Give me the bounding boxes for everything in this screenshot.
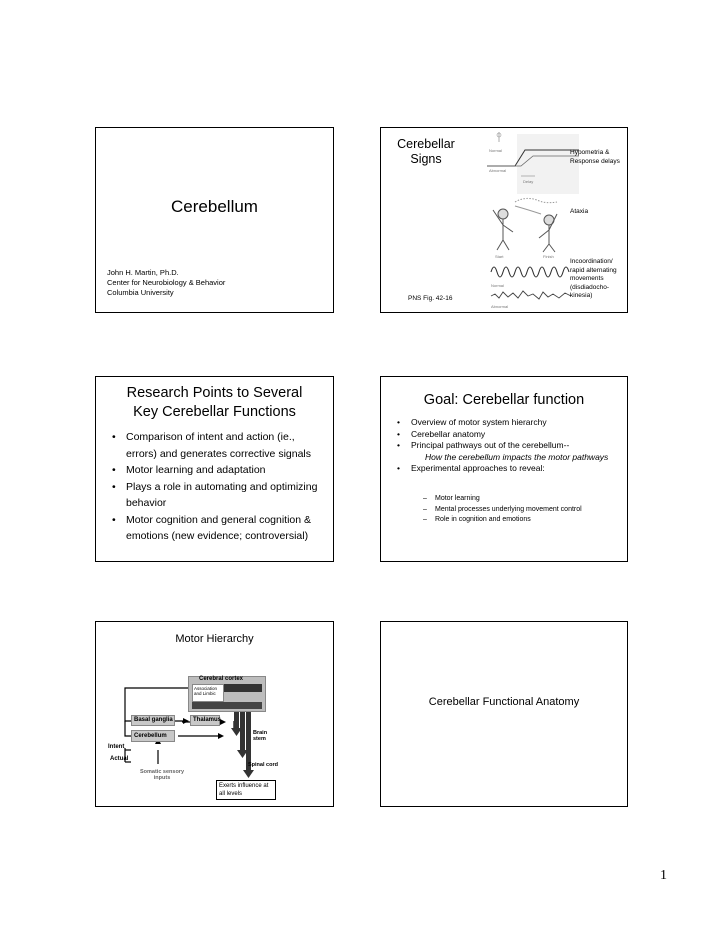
thalamus-box: Thalamus: [190, 715, 220, 726]
start-label: Start: [495, 254, 504, 259]
ataxia-figures: [493, 198, 557, 259]
finish-label: Finish: [543, 254, 554, 259]
somatic-inputs-label: Somatic sensory inputs: [139, 769, 185, 781]
bullet-text: • Principal pathways out of the cerebellum--: [411, 440, 570, 450]
bullet-item: • Overview of motor system hierarchy: [397, 417, 622, 429]
slide-6-title: Cerebellar Functional Anatomy: [428, 696, 580, 708]
label-ataxia: Ataxia: [570, 208, 589, 215]
slide-3-bullets: [112, 429, 322, 545]
premotor-box: [192, 702, 262, 709]
cerebral-cortex-label: Cerebral cortex: [199, 676, 244, 682]
motor-areas-box: [224, 684, 262, 692]
abnormal-label: Abnormal: [489, 168, 507, 173]
bullet-italic-text: How the cerebellum impacts the motor pathways: [425, 451, 609, 462]
exerts-influence-box: Exerts influence at all levels: [216, 780, 276, 800]
figure-caption: PNS Fig. 42-16: [408, 295, 453, 302]
normal-trace-label: Normal: [491, 283, 504, 288]
bullet-item: • Motor learning and adaptation: [112, 462, 322, 479]
slide-5-title: Motor Hierarchy: [175, 633, 254, 645]
motor-hierarchy-diagram: [108, 666, 328, 806]
hypometria-trace: [487, 132, 579, 194]
slide-1-author-block: [107, 268, 225, 298]
association-limbic-box: [192, 684, 224, 702]
university: Columbia University: [107, 288, 174, 297]
association-limbic-label: Association and Limbic: [194, 686, 218, 696]
slide-2: [380, 127, 628, 313]
bullet-item: • Cerebellar anatomy: [397, 429, 622, 441]
slide-5: [95, 621, 334, 807]
label-incoordination: Incoordination/ rapid alternating movements (disdiadocho-kinesia): [570, 258, 617, 299]
bullet-item: • Plays a role in automating and optimizing behavior: [112, 479, 322, 512]
slide-1-title: Cerebellum: [171, 197, 258, 216]
intent-label: Intent: [108, 744, 125, 750]
slide-6: [380, 621, 628, 807]
cerebellar-signs-figure: [485, 130, 581, 312]
slide-3-title-line1: Research Points to Several: [126, 385, 303, 401]
spinal-cord-label: Spinal cord: [248, 762, 278, 768]
slide-3: [95, 376, 334, 562]
bullet-item: • Experimental approaches to reveal:: [397, 463, 622, 475]
slide-3-title-line2: Key Cerebellar Functions: [133, 404, 296, 420]
cerebellum-box: Cerebellum: [131, 730, 175, 742]
brain-stem-label: Brain stem: [253, 730, 268, 742]
affiliation: Center for Neurobiology & Behavior: [107, 278, 226, 287]
abnormal-trace-label: Abnormal: [491, 304, 509, 309]
bullet-item: [397, 440, 622, 463]
delay-label: Delay: [523, 179, 534, 184]
sub-bullet-item: – Mental processes underlying movement control: [423, 505, 623, 516]
basal-ganglia-box: Basal ganglia: [131, 715, 175, 726]
slide-4-bullets: [397, 417, 622, 475]
sub-bullet-item: – Motor learning: [423, 494, 623, 505]
page-number: 1: [660, 868, 667, 883]
slide-4-title: Goal: Cerebellar function: [423, 392, 585, 408]
normal-label: Normal: [489, 148, 502, 153]
bullet-item: • Motor cognition and general cognition & emotions (new evidence; controversial): [112, 512, 322, 545]
bullet-item: • Comparison of intent and action (ie., errors) and generates corrective signals: [112, 429, 322, 462]
slide-1: [95, 127, 334, 313]
slide-4-subbullets: [423, 494, 623, 526]
slide-2-title-line1: Cerebellar: [397, 137, 455, 151]
sub-bullet-item: – Role in cognition and emotions: [423, 515, 623, 526]
actual-label: Actual: [110, 756, 129, 762]
alternating-traces: [491, 267, 571, 309]
label-hypometria: Hypometria & Response delays: [570, 149, 620, 165]
author: John H. Martin, Ph.D.: [107, 268, 179, 277]
slide-2-title-line2: Signs: [410, 152, 442, 166]
slide-2-title: [381, 137, 471, 167]
slide-4: [380, 376, 628, 562]
slide-3-title: [96, 384, 333, 422]
